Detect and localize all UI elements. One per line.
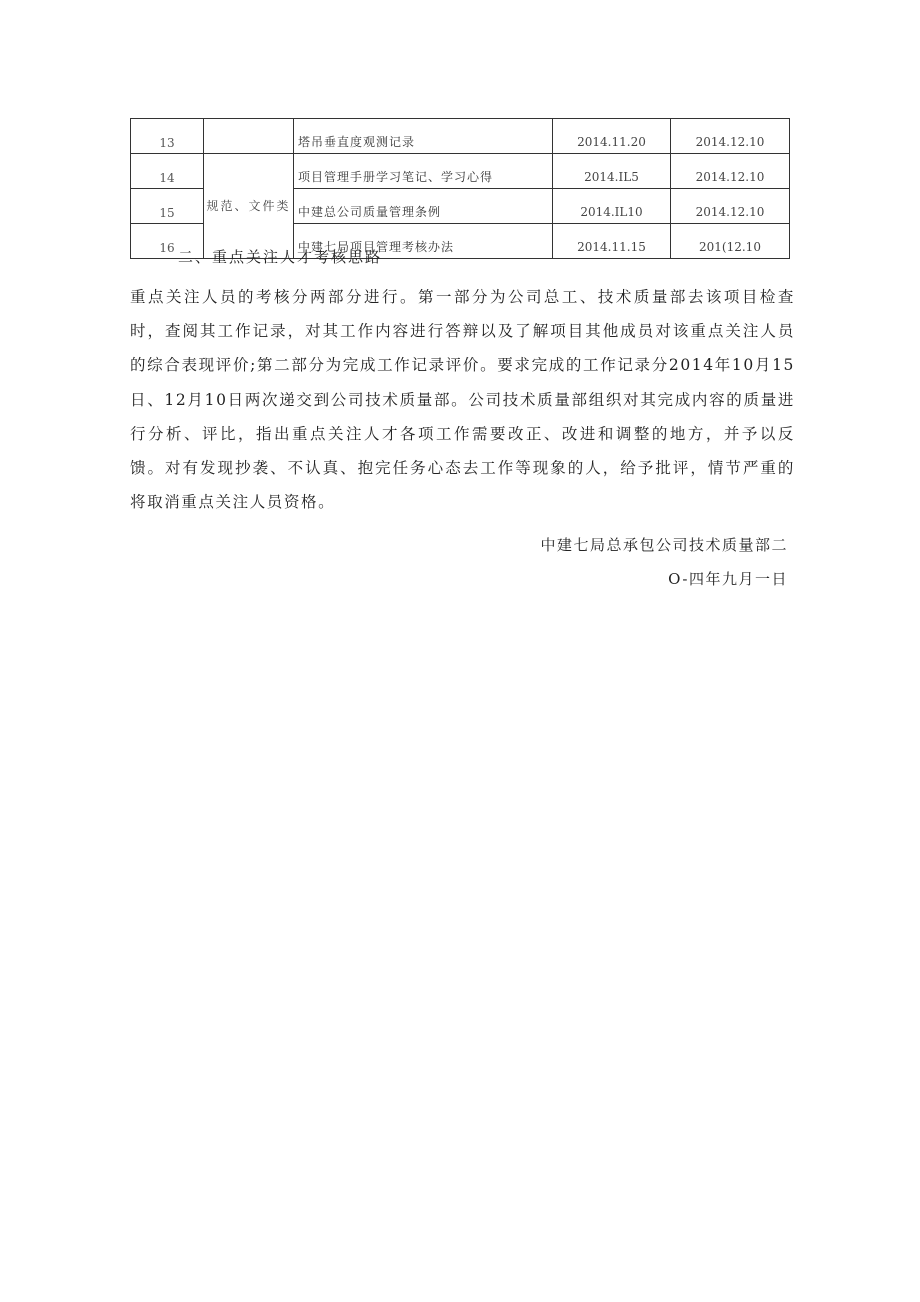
end-date: 2014.12.10 [671,119,790,154]
work-record-table [130,118,790,259]
row-number: 14 [131,154,204,189]
section-heading: 二、重点关注人才考核思路 [178,248,383,266]
end-date: 201(12.10 [671,224,790,259]
row-number: 15 [131,189,204,224]
record-name: 塔吊垂直度观测记录 [294,119,553,154]
start-date: 2014.11.15 [553,224,671,259]
signature-date: O-四年九月一日 [668,570,788,588]
record-name: 中建总公司质量管理条例 [294,189,553,224]
end-date: 2014.12.10 [671,189,790,224]
row-number: 16 [131,224,204,259]
signature-organization: 中建七局总承包公司技术质量部二 [540,536,788,554]
record-name: 项目管理手册学习笔记、学习心得 [294,154,553,189]
table-row [131,119,790,154]
row-number: 13 [131,119,204,154]
start-date: 2014.11.20 [553,119,671,154]
category-cell: 规范、文件类 [204,154,294,259]
end-date: 2014.12.10 [671,154,790,189]
start-date: 2014.IL5 [553,154,671,189]
start-date: 2014.IL10 [553,189,671,224]
category-cell-empty [204,119,294,154]
record-name: 中建七局项目管理考核办法 [294,224,553,259]
table-row [131,154,790,189]
assessment-paragraph: 重点关注人员的考核分两部分进行。第一部分为公司总工、技术质量部去该项目检查时，查阅其工作记录，对其工作内容进行答辩以及了解项目其他成员对该重点关注人员的综合表现评价;第二部分为完成工作记录评价。要求完成的工作记录分2014年10月15日、12月10日两次递交到公司技术质量部。公司技术质量部组织对其完成内容的质量进行分析、评比，指出重点关注人才各项工作需要改正、改进和调整的地方，并予以反馈。对有发现抄袭、不认真、抱完任务心态去工作等现象的人，给予批评，情节严重的将取消重点关注人员资格。 [130,288,795,512]
